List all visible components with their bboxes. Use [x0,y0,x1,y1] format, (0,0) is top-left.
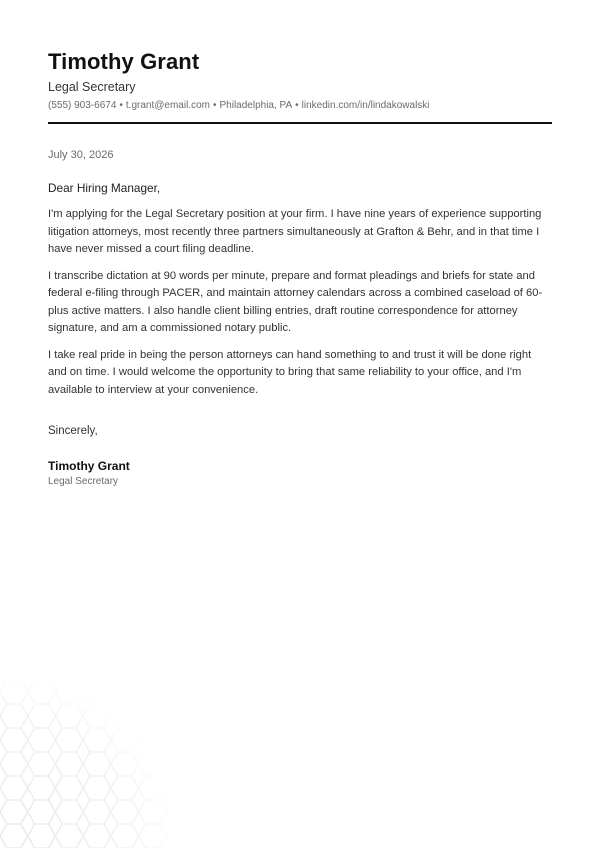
contact-phone: (555) 903-6674 [48,100,117,111]
cover-letter-page [48,48,552,488]
signature-title: Legal Secretary [48,476,119,487]
letter-paragraph: I'm applying for the Legal Secretary position at your firm. I have nine years of experience supporting litigation attorneys, most recently three partners simultaneously at Grafton & Behr, and in that time I have never missed a court filing deadline. [48,208,542,255]
contact-line [48,99,552,113]
contact-email: t.grant@email.com [125,100,210,111]
header-divider [48,122,552,124]
contact-separator: • [212,100,217,111]
contact-linkedin: linkedin.com/in/lindakowalski [301,100,430,111]
applicant-title: Legal Secretary [48,80,136,94]
applicant-name: Timothy Grant [48,49,200,74]
letter-date: July 30, 2026 [48,149,114,161]
letter-paragraph: I transcribe dictation at 90 words per minute, prepare and format pleadings and briefs for state and federal e-filing through PACER, and maintain attorney calendars across a combined caseload of 60-plus active matters. I also handle client billing entries, draft routine correspondence for attorney signature, and am a commissioned notary public. [48,269,543,334]
contact-location: Philadelphia, PA [219,100,293,111]
contact-separator: • [295,100,299,111]
letter-greeting: Dear Hiring Manager, [48,181,161,195]
hexagon-pattern-icon [0,678,170,848]
contact-separator: • [119,100,123,111]
letter-closing: Sincerely, [48,425,98,437]
letter-paragraph: I take real pride in being the person attorneys can hand something to and trust it will be done right and on time. I would welcome the opportunity to bring that same reliability to your office, and I'm available to interview at your convenience. [48,348,532,396]
signature-name: Timothy Grant [48,459,130,473]
